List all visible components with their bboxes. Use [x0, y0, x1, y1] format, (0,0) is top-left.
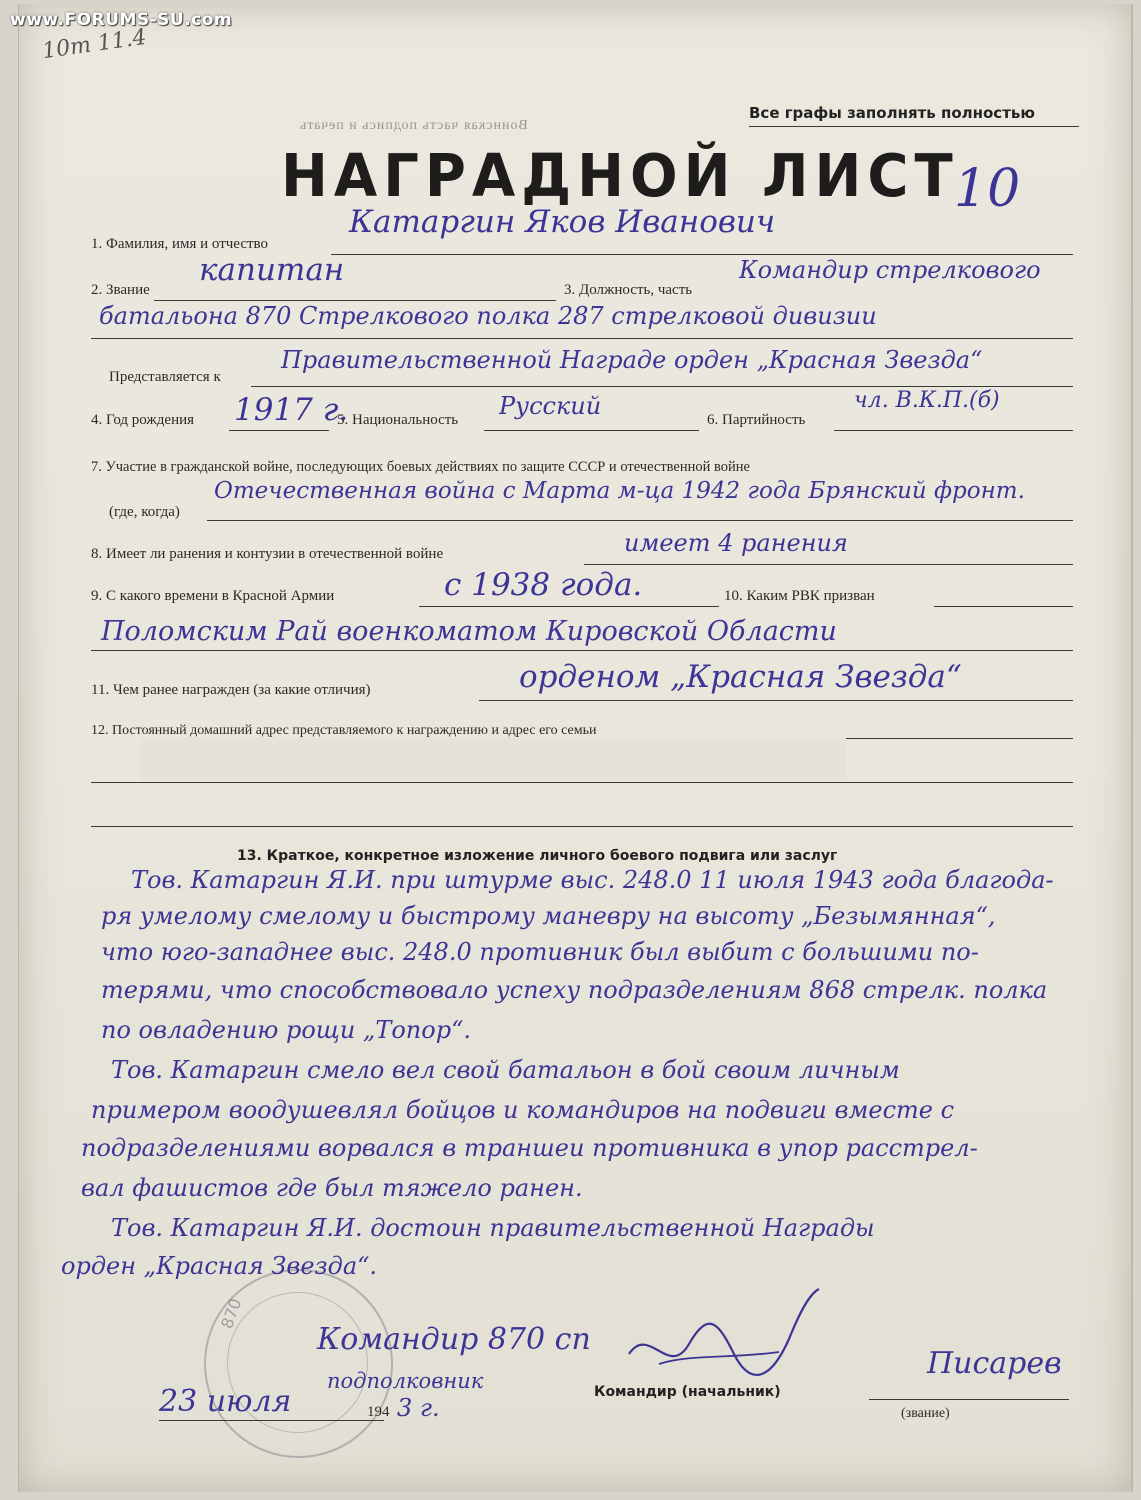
- narrative-line: ря умелому смелому и быстрому маневру на высоту „Безымянная“,: [101, 902, 996, 930]
- narrative-line: терями, что способствовало успеху подразделениям 868 стрелк. полка: [101, 976, 1048, 1004]
- sheet-number: 10: [954, 159, 1021, 219]
- narrative-line: орден „Красная Звезда“.: [61, 1252, 378, 1280]
- field-6-label: 6. Партийность: [707, 412, 806, 428]
- signature-title: Командир 870 сп: [317, 1322, 591, 1357]
- narrative-line: примером воодушевлял бойцов и командиров на подвиги вместе с: [91, 1096, 955, 1124]
- narrative-line: вал фашистов где был тяжело ранен.: [81, 1174, 583, 1202]
- signature-rank: подполковник: [327, 1369, 484, 1393]
- field-2-label: 2. Звание: [91, 282, 150, 298]
- present-label: Представляется к: [109, 369, 221, 385]
- commander-label: Командир (начальник): [594, 1384, 781, 1400]
- top-handwritten-note: 10т 11.4: [40, 24, 149, 65]
- field-3-value: Командир стрелкового: [739, 256, 1041, 284]
- field-4-label: 4. Год рождения: [91, 412, 195, 428]
- field-10-label: 10. Каким РВК призван: [724, 588, 875, 604]
- year-suffix: 3 г.: [397, 1394, 440, 1422]
- stamp-text: 870: [217, 1295, 246, 1332]
- present-value: Правительственной Награде орден „Красная Звезда“: [281, 346, 983, 374]
- field-11-label: 11. Чем ранее награжден (за какие отличия): [91, 682, 371, 698]
- narrative-line: Тов. Катаргин Я.И. при штурме выс. 248.0 11 июля 1943 года благода-: [131, 866, 1054, 894]
- field-4-value: 1917 г.: [234, 392, 349, 428]
- signature-scribble: [619, 1284, 839, 1394]
- field-1-label: 1. Фамилия, имя и отчество: [91, 236, 269, 252]
- field-8-value: имеет 4 ранения: [624, 529, 848, 557]
- field-3-label: 3. Должность, часть: [564, 282, 693, 298]
- field-5-value: Русский: [499, 392, 602, 420]
- redacted-address: [141, 738, 846, 780]
- date-handwritten: 23 июля: [159, 1384, 292, 1419]
- header-note: Все графы заполнять полностью: [749, 104, 1035, 122]
- narrative-line: что юго-западнее выс. 248.0 противник был выбит с большими по-: [101, 938, 979, 966]
- narrative-line: подразделениями ворвался в траншеи противника в упор расстрел-: [81, 1134, 978, 1162]
- field-3-value-cont: батальона 870 Стрелкового полка 287 стрелковой дивизии: [99, 302, 877, 330]
- rank-label: (звание): [901, 1406, 950, 1421]
- field-10-value: Поломским Рай военкоматом Кировской Области: [101, 616, 837, 647]
- field-11-value: орденом „Красная Звезда“: [519, 659, 962, 695]
- field-7-label-2: (где, когда): [109, 504, 180, 520]
- field-13-label: 13. Краткое, конкретное изложение личного боевого подвига или заслуг: [237, 848, 838, 864]
- field-9-label: 9. С какого времени в Красной Армии: [91, 588, 335, 604]
- year-prefix: 194: [367, 1404, 390, 1420]
- field-7-value: Отечественная война с Марта м-ца 1942 года Брянский фронт.: [214, 478, 1025, 504]
- page-title: НАГРАДНОЙ ЛИСТ: [281, 142, 959, 211]
- narrative-line: Тов. Катаргин Я.И. достоин правительственной Награды: [111, 1214, 875, 1242]
- narrative-line: по овладению рощи „Топор“.: [101, 1016, 471, 1044]
- field-5-label: 5. Национальность: [337, 412, 459, 428]
- award-sheet: [18, 4, 1133, 1492]
- field-1-value: Катаргин Яков Иванович: [349, 204, 776, 240]
- field-2-value: капитан: [199, 252, 345, 288]
- watermark: www.FORUMS-SU.com: [10, 10, 233, 30]
- header-faint-bleed: Воинская часть подпись и печать: [299, 118, 528, 133]
- field-7-label: 7. Участие в гражданской войне, последующих боевых действиях по защите СССР и отечественной войне: [91, 459, 750, 475]
- field-8-label: 8. Имеет ли ранения и контузии в отечественной войне: [91, 546, 444, 562]
- field-9-value: с 1938 года.: [444, 567, 643, 603]
- signature-name: Писарев: [927, 1346, 1062, 1381]
- field-12-label: 12. Постоянный домашний адрес представляемого к награждению и адрес его семьи: [91, 723, 597, 738]
- field-6-value: чл. В.К.П.(б): [854, 388, 1000, 413]
- narrative-line: Тов. Катаргин смело вел свой батальон в бой своим личным: [111, 1056, 900, 1084]
